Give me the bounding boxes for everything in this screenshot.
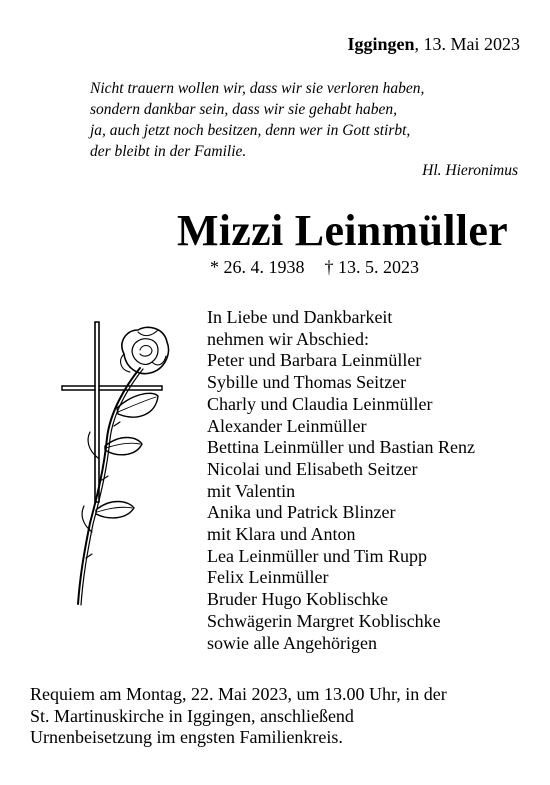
mourner-line: Alexander Leinmüller xyxy=(207,415,367,436)
poem-author: Hl. Hieronimus xyxy=(422,162,518,179)
cross-with-rose-icon xyxy=(52,318,172,608)
mourner-line: sowie alle Angehörigen xyxy=(207,632,377,653)
poem xyxy=(90,78,424,162)
poem-line: ja, auch jetzt noch besitzen, denn wer in Gott stirbt, xyxy=(90,122,411,139)
mourner-line: mit Valentin xyxy=(207,480,296,501)
poem-line: Nicht trauern wollen wir, dass wir sie verloren haben, xyxy=(90,80,425,97)
life-dates xyxy=(210,256,419,278)
requiem-line: Requiem am Montag, 22. Mai 2023, um 13.00 Uhr, in der xyxy=(30,684,447,704)
mourner-line: Schwägerin Margret Koblischke xyxy=(207,610,441,631)
birth-date: * 26. 4. 1938 xyxy=(210,257,305,277)
mourner-line: Nicolai und Elisabeth Seitzer xyxy=(207,458,418,479)
mourner-line: Bettina Leinmüller und Bastian Renz xyxy=(207,437,475,458)
mourner-line: In Liebe und Dankbarkeit xyxy=(207,307,393,327)
mourner-line: Peter und Barbara Leinmüller xyxy=(207,350,422,371)
mourners-list xyxy=(207,307,475,654)
requiem-line: St. Martinuskirche in Iggingen, anschließend xyxy=(30,705,354,726)
mourner-line: Sybille und Thomas Seitzer xyxy=(207,372,407,393)
poem-line: der bleibt in der Familie. xyxy=(90,143,247,160)
mourner-line: Anika und Patrick Blinzer xyxy=(207,502,396,523)
deceased-name: Mizzi Leinmüller xyxy=(176,206,508,255)
mourner-line: mit Klara und Anton xyxy=(207,524,356,545)
mourner-line: Felix Leinmüller xyxy=(207,567,329,588)
requiem-line: Urnenbeisetzung im engsten Familienkreis. xyxy=(30,727,343,747)
mourner-line: nehmen wir Abschied: xyxy=(207,328,369,349)
mourner-line: Lea Leinmüller und Tim Rupp xyxy=(207,545,427,566)
mourner-line: Charly und Claudia Leinmüller xyxy=(207,393,433,414)
place: Iggingen xyxy=(347,34,415,54)
notice-date: , 13. Mai 2023 xyxy=(414,34,520,54)
requiem-info xyxy=(30,684,447,749)
mourner-line: Bruder Hugo Koblischke xyxy=(207,589,388,610)
place-date xyxy=(347,33,520,55)
death-date: † 13. 5. 2023 xyxy=(324,257,419,277)
poem-line: sondern dankbar sein, dass wir sie gehabt haben, xyxy=(90,101,397,118)
